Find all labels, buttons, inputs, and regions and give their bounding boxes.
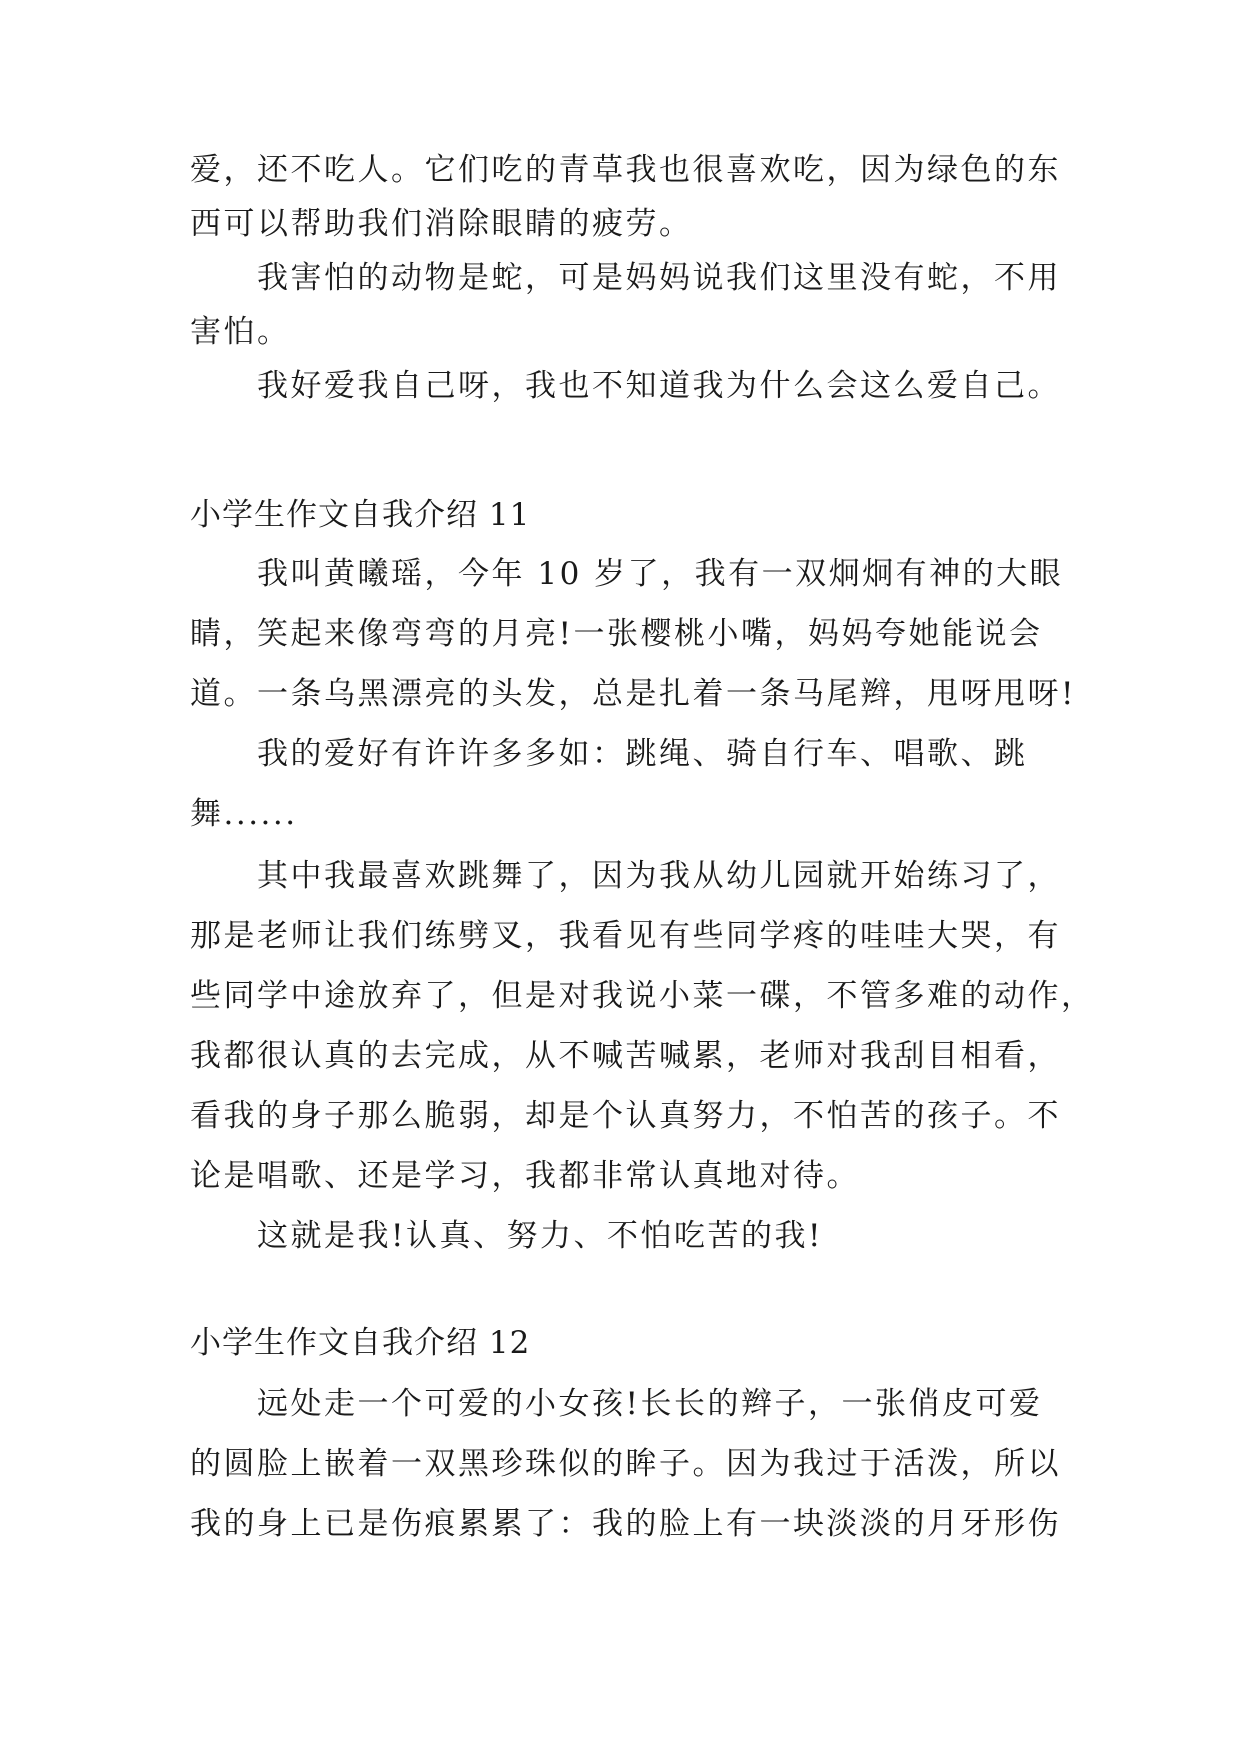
text-line: 舞...... xyxy=(190,796,298,832)
text-line: 爱，还不吃人。它们吃的青草我也很喜欢吃，因为绿色的东 xyxy=(190,152,1061,188)
paragraph-first-line: 我叫黄曦瑶，今年 10 岁了，我有一双炯炯有神的大眼 xyxy=(257,556,1064,592)
text-line: 我都很认真的去完成，从不喊苦喊累，老师对我刮目相看， xyxy=(190,1038,1061,1074)
paragraph-first-line: 远处走一个可爱的小女孩!长长的辫子，一张俏皮可爱 xyxy=(257,1386,1043,1422)
text-line: 害怕。 xyxy=(190,314,291,350)
text-line: 西可以帮助我们消除眼睛的疲劳。 xyxy=(190,206,693,242)
paragraph-first-line: 我的爱好有许许多多如：跳绳、骑自行车、唱歌、跳 xyxy=(257,736,1028,772)
text-line: 论是唱歌、还是学习，我都非常认真地对待。 xyxy=(190,1158,860,1194)
paragraph-first-line: 我好爱我自己呀，我也不知道我为什么会这么爱自己。 xyxy=(257,368,1061,404)
text-line: 那是老师让我们练劈叉，我看见有些同学疼的哇哇大哭，有 xyxy=(190,918,1061,954)
text-line: 睛，笑起来像弯弯的月亮!一张樱桃小嘴，妈妈夸她能说会 xyxy=(190,616,1043,652)
section-heading: 小学生作文自我介绍 11 xyxy=(190,497,531,533)
text-line: 的圆脸上嵌着一双黑珍珠似的眸子。因为我过于活泼，所以 xyxy=(190,1446,1061,1482)
text-line: 道。一条乌黑漂亮的头发，总是扎着一条马尾辫，甩呀甩呀! xyxy=(190,676,1076,712)
text-line: 些同学中途放弃了，但是对我说小菜一碟，不管多难的动作， xyxy=(190,978,1095,1014)
text-line: 看我的身子那么脆弱，却是个认真努力，不怕苦的孩子。不 xyxy=(190,1098,1061,1134)
section-heading: 小学生作文自我介绍 12 xyxy=(190,1325,531,1361)
paragraph-first-line: 我害怕的动物是蛇，可是妈妈说我们这里没有蛇，不用 xyxy=(257,260,1061,296)
paragraph-first-line: 这就是我!认真、努力、不怕吃苦的我! xyxy=(257,1218,823,1254)
paragraph-first-line: 其中我最喜欢跳舞了，因为我从幼儿园就开始练习了， xyxy=(257,858,1061,894)
text-line: 我的身上已是伤痕累累了：我的脸上有一块淡淡的月牙形伤 xyxy=(190,1506,1061,1542)
